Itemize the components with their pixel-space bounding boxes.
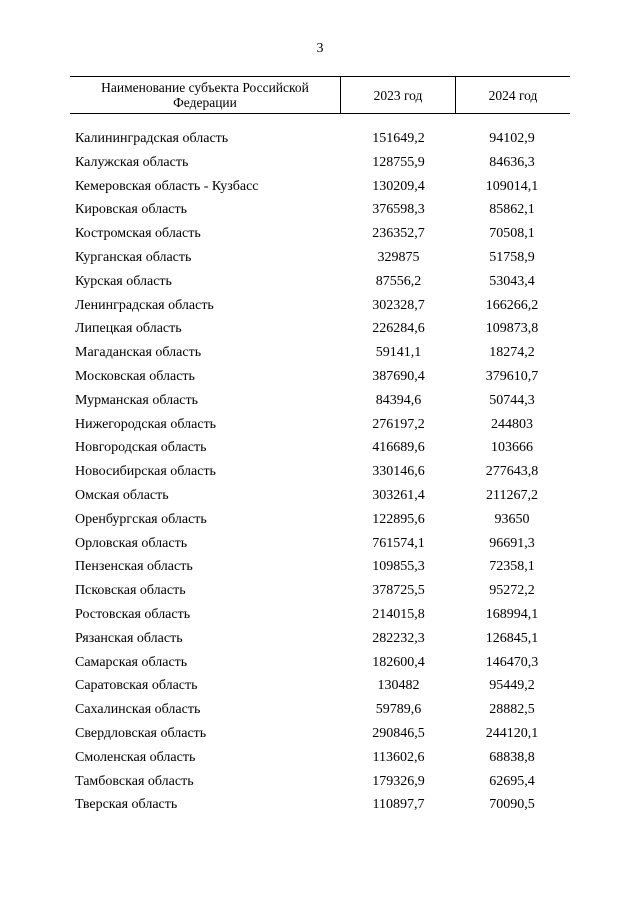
subject-name: Липецкая область [75,321,182,337]
table-row [0,198,640,222]
table-row [0,365,640,389]
value-2023: 282232,3 [372,630,425,646]
value-2024: 379610,7 [485,368,539,384]
subject-name: Ленинградская область [75,297,214,313]
value-2023: 110897,7 [372,797,425,813]
subject-name: Калужская область [75,154,189,170]
table-row [0,317,640,341]
value-2024: 84636,3 [489,154,535,170]
subject-name: Костромская область [75,226,201,242]
table-row [0,579,640,603]
subject-name: Кировская область [75,202,188,218]
page-number: 3 [316,41,324,56]
subject-name: Кемеровская область - Кузбасс [75,178,259,194]
value-2024: 72358,1 [489,559,535,575]
value-2024: 146470,3 [485,654,539,670]
value-2023: 179326,9 [372,773,425,789]
table-row [0,555,640,579]
subject-name: Ростовская область [75,606,191,622]
subject-name: Московская область [75,368,195,384]
subject-name: Магаданская область [75,345,202,361]
table-header [70,76,570,114]
value-2023: 59141,1 [375,345,422,361]
subject-name: Новосибирская область [75,464,216,480]
table-row [0,603,640,627]
header-2024: 2024 год [488,87,538,103]
value-2023: 226284,6 [372,321,425,337]
value-2023: 182600,4 [372,654,425,670]
table-row [0,436,640,460]
subject-name: Псковская область [75,583,186,599]
table-row [0,175,640,199]
value-2023: 151649,2 [372,131,425,146]
value-2023: 303261,4 [372,487,425,503]
subject-name: Мурманская область [75,392,199,408]
table-row [0,222,640,246]
value-2024: 95449,2 [489,678,535,694]
subject-name: Курганская область [75,249,192,265]
value-2023: 376598,3 [372,202,425,218]
value-2024: 94102,9 [489,131,535,146]
value-2023: 84394,6 [375,392,422,408]
value-2024: 28882,5 [489,702,535,718]
table-row [0,793,640,817]
table-row [0,746,640,770]
value-2024: 277643,8 [485,464,539,480]
subject-name: Орловская область [75,535,188,551]
table-row [0,389,640,413]
value-2024: 211267,2 [486,487,538,503]
value-2024: 244120,1 [485,725,539,741]
table-row [0,532,640,556]
value-2023: 113602,6 [372,749,425,765]
value-2023: 302328,7 [372,297,425,313]
value-2024: 51758,9 [489,249,535,265]
value-2024: 244803 [491,416,533,432]
table-row [0,270,640,294]
value-2024: 126845,1 [485,630,539,646]
value-2023: 378725,5 [372,583,425,599]
header-2023: 2023 год [341,77,456,113]
subject-name: Рязанская область [75,630,183,646]
value-2024: 95272,2 [489,583,535,599]
subject-name: Самарская область [75,654,188,670]
value-2023: 130482 [377,678,420,694]
value-2024: 166266,2 [485,297,539,313]
subject-name: Омская область [75,487,169,503]
value-2024: 62695,4 [489,773,535,789]
value-2023: 109855,3 [372,559,425,575]
subject-name: Нижегородская область [75,416,217,432]
table-row [0,341,640,365]
table-row [0,651,640,675]
table-row [0,770,640,794]
subject-name: Саратовская область [75,678,198,694]
table-row [0,484,640,508]
table-row [0,294,640,318]
value-2024: 93650 [494,511,530,527]
value-2023: 330146,6 [372,464,425,480]
value-2023: 290846,5 [372,725,425,741]
value-2023: 128755,9 [372,154,425,170]
subject-name: Смоленская область [75,749,196,765]
value-2024: 18274,2 [489,345,535,361]
table-row [0,698,640,722]
table-row [0,627,640,651]
subject-name: Новгородская область [75,440,207,456]
value-2023: 87556,2 [375,273,422,289]
table-row [0,246,640,270]
table-row [0,151,640,175]
value-2024: 68838,8 [489,749,535,765]
value-2023: 329875 [377,249,420,265]
value-2024: 96691,3 [489,535,535,551]
table-row [0,460,640,484]
value-2023: 276197,2 [372,416,425,432]
value-2024: 53043,4 [489,273,535,289]
subject-name: Тамбовская область [75,773,194,789]
value-2023: 122895,6 [372,511,425,527]
table-row [0,127,640,151]
value-2024: 85862,1 [489,202,535,218]
subject-name: Сахалинская область [75,702,201,718]
value-2024: 50744,3 [489,392,535,408]
value-2023: 214015,8 [372,606,425,622]
value-2024: 70508,1 [489,226,535,242]
value-2023: 130209,4 [372,178,425,194]
value-2023: 761574,1 [372,535,425,551]
value-2023: 387690,4 [372,368,425,384]
subject-name: Пензенская область [75,559,193,575]
subject-name: Калининградская область [75,131,229,146]
table-body [0,127,640,817]
header-subject-name: Наименование субъекта Российской Федерации [70,77,341,113]
subject-name: Свердловская область [75,725,207,741]
value-2024: 70090,5 [489,797,535,813]
value-2024: 109014,1 [485,178,539,194]
subject-name: Тверская область [75,797,178,813]
table-row [0,508,640,532]
value-2023: 59789,6 [375,702,422,718]
table-row [0,674,640,698]
subject-name: Оренбургская область [75,511,207,527]
table-row [0,413,640,437]
table-row [0,722,640,746]
value-2023: 416689,6 [372,440,425,456]
subject-name: Курская область [75,273,172,289]
value-2024: 109873,8 [485,321,539,337]
value-2024: 168994,1 [485,606,539,622]
value-2024: 103666 [491,440,533,456]
value-2023: 236352,7 [372,226,425,242]
